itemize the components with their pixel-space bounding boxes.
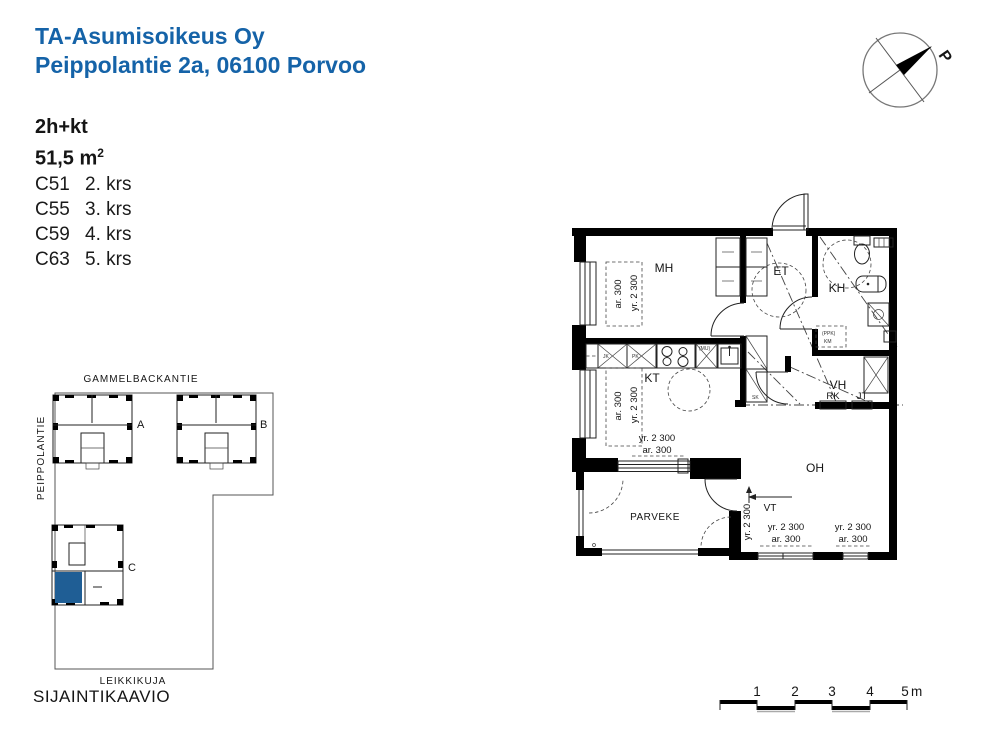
scale-tick: 5 — [901, 684, 909, 699]
washbasin-icon — [856, 276, 886, 292]
vt-arrow — [748, 494, 792, 514]
unit-floor: 2. krs — [85, 174, 132, 195]
window-kt-balcony — [618, 459, 690, 473]
vt-label: VT — [763, 503, 777, 514]
closet-hall — [746, 336, 767, 402]
dim-kt-win-ar: ar. 300 — [642, 445, 672, 456]
scale-bar — [715, 675, 950, 720]
dim-oh-win1-yr: yr. 2 300 — [767, 522, 805, 533]
room-label-vh: VH — [829, 378, 847, 392]
kh-door — [780, 297, 812, 329]
kitchen-fixtures — [586, 344, 741, 411]
dim-kt-ar: ar. 300 — [613, 391, 624, 421]
microwave-reservation — [696, 344, 717, 368]
site-building-a — [53, 395, 132, 469]
window-mh — [578, 262, 596, 325]
dim-oh-win2-ar: ar. 300 — [838, 534, 868, 545]
apartment-info — [35, 114, 104, 172]
north-compass-icon — [855, 15, 955, 125]
wardrobe-vh — [864, 357, 888, 393]
street-label-bottom: LEIKKIKUJA — [99, 676, 167, 687]
window-oh-2 — [843, 552, 868, 560]
freezer-label: PK — [632, 354, 639, 360]
room-labels — [630, 261, 846, 523]
north-label: P — [934, 47, 955, 67]
unit-list — [35, 172, 131, 272]
room-label-kh: KH — [828, 281, 846, 295]
address-line: Peippolantie 2a, 06100 Porvoo — [35, 52, 367, 78]
room-label-parveke: PARVEKE — [630, 512, 680, 523]
unit-code: C51 — [35, 174, 70, 195]
dining-table-circle — [668, 369, 710, 411]
room-label-mh: MH — [654, 261, 674, 275]
ppk-label: (PPK) — [822, 331, 836, 337]
company-name: TA-Asumisoikeus Oy — [35, 23, 265, 49]
scale-tick: 1 — [753, 684, 761, 699]
scale-tick: 3 — [828, 684, 836, 699]
highlighted-unit — [55, 572, 82, 603]
apartment-type: 2h+kt — [35, 116, 88, 138]
fridge-label: JK — [603, 354, 609, 360]
building-letter-c: C — [128, 562, 136, 574]
building-letter-b: B — [260, 419, 268, 431]
km-label: KM — [824, 339, 832, 345]
scale-tick: 4 — [866, 684, 874, 699]
building-letter-a: A — [137, 419, 145, 431]
unit-code: C55 — [35, 199, 70, 220]
dim-mh-ar: ar. 300 — [613, 279, 624, 309]
window-kt — [578, 370, 596, 438]
dim-oh-win1-ar: ar. 300 — [771, 534, 801, 545]
unit-row — [35, 222, 131, 247]
unit-code: C63 — [35, 249, 70, 270]
street-label-top: GAMMELBACKANTIE — [83, 374, 199, 385]
unit-row — [35, 172, 131, 197]
scale-tick: 2 — [791, 684, 799, 699]
washing-machine-icon — [868, 303, 889, 326]
apartment-floor-plan — [565, 180, 910, 580]
scale-bar-segments — [720, 700, 907, 712]
site-building-c — [52, 525, 123, 605]
site-building-b — [177, 395, 256, 469]
unit-floor: 4. krs — [85, 224, 132, 245]
area-value: 51,5 m — [35, 147, 98, 170]
kitchen-sink-icon — [718, 344, 741, 368]
room-label-kt: KT — [644, 371, 660, 385]
area-superscript: 2 — [97, 146, 104, 160]
entrance-door — [772, 194, 808, 230]
toilet-icon — [854, 236, 870, 264]
room-label-oh: OH — [806, 461, 824, 475]
street-label-left: PEIPPOLANTIE — [36, 415, 47, 501]
washer-reservation — [816, 326, 846, 347]
microwave-label: (MU) — [699, 346, 711, 352]
closet-sk-label: SK — [752, 395, 759, 401]
dim-mh-yr: yr. 2 300 — [629, 274, 640, 312]
balcony-door — [705, 479, 737, 511]
unit-row — [35, 247, 131, 272]
ceiling-lines — [740, 237, 903, 405]
unit-floor: 3. krs — [85, 199, 132, 220]
room-label-et: ET — [773, 264, 789, 278]
unit-code: C59 — [35, 224, 70, 245]
dim-kt-yr: yr. 2 300 — [629, 386, 640, 424]
north-arrow-icon — [896, 46, 932, 75]
property-boundary — [55, 393, 273, 669]
dim-kt-win-yr: yr. 2 300 — [638, 433, 676, 444]
site-plan — [25, 370, 315, 695]
dim-balcony-yr: yr. 2 300 — [742, 503, 753, 541]
rk-label: RK — [826, 391, 840, 402]
scale-bar-labels — [753, 684, 922, 699]
apartment-area — [35, 140, 104, 172]
unit-floor: 5. krs — [85, 249, 132, 270]
jt-label: JT — [856, 391, 868, 402]
unit-row — [35, 197, 131, 222]
scale-unit: m — [911, 684, 923, 699]
sheet-header — [35, 22, 366, 80]
vh-door — [756, 372, 788, 404]
stove-icon — [657, 344, 695, 368]
up-arrow-icon — [746, 486, 752, 493]
mh-door — [711, 303, 744, 336]
dim-oh-win2-yr: yr. 2 300 — [834, 522, 872, 533]
window-oh-1 — [758, 552, 813, 560]
site-plan-caption: SIJAINTIKAAVIO — [33, 687, 171, 706]
